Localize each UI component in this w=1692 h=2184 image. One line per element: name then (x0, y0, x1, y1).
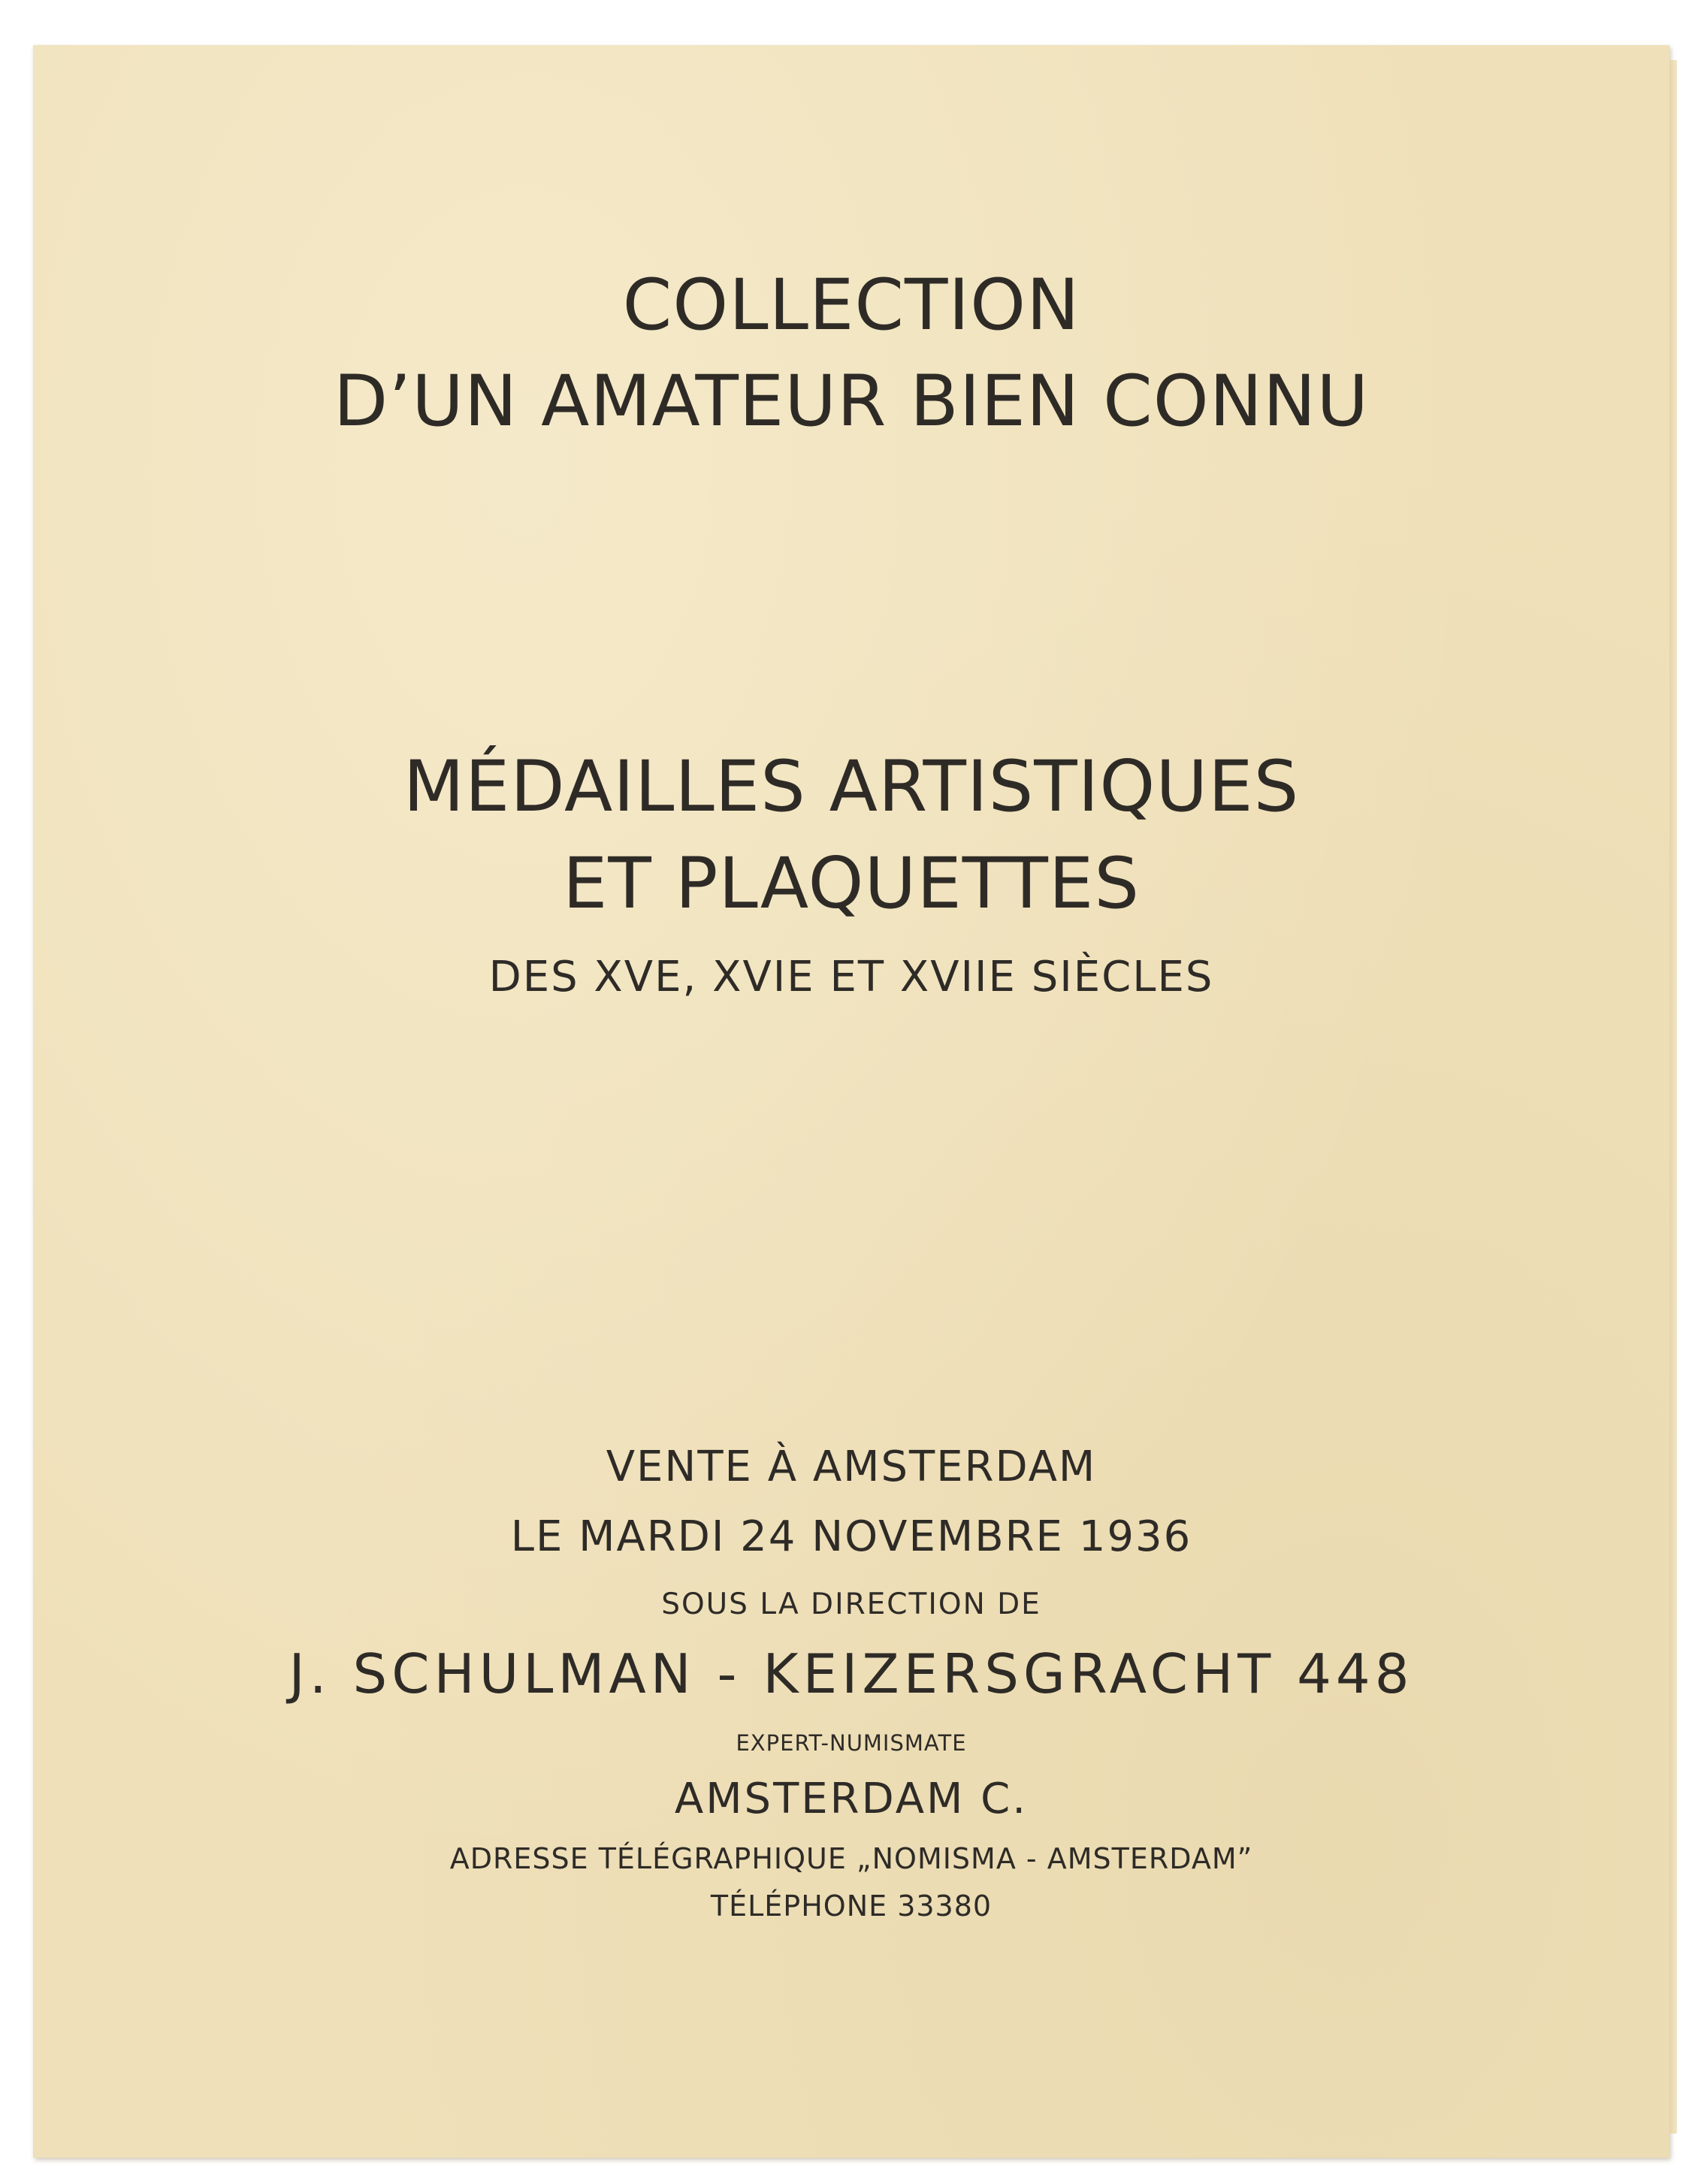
catalogue-cover (33, 45, 1669, 2158)
centuries-subtitle: DES XVE, XVIE ET XVIIE SIÈCLES (488, 953, 1214, 1001)
direction-label: SOUS LA DIRECTION DE (661, 1587, 1041, 1621)
subject-line-1: MÉDAILLES ARTISTIQUES (403, 746, 1300, 828)
expert-name-address: J. SCHULMAN - KEIZERSGRACHT 448 (289, 1642, 1414, 1705)
title-line-2: D’UN AMATEUR BIEN CONNU (333, 361, 1370, 443)
subject-line-2: ET PLAQUETTES (563, 843, 1140, 925)
city-line: AMSTERDAM C. (674, 1775, 1029, 1823)
sale-date: LE MARDI 24 NOVEMBRE 1936 (510, 1512, 1192, 1561)
expert-profession: EXPERT-NUMISMATE (736, 1730, 967, 1756)
telegraph-address: ADRESSE TÉLÉGRAPHIQUE „NOMISMA - AMSTERDAM” (449, 1842, 1253, 1875)
sale-location: VENTE À AMSTERDAM (606, 1442, 1097, 1491)
title-line-1: COLLECTION (622, 264, 1080, 346)
telephone-number: TÉLÉPHONE 33380 (710, 1889, 993, 1923)
